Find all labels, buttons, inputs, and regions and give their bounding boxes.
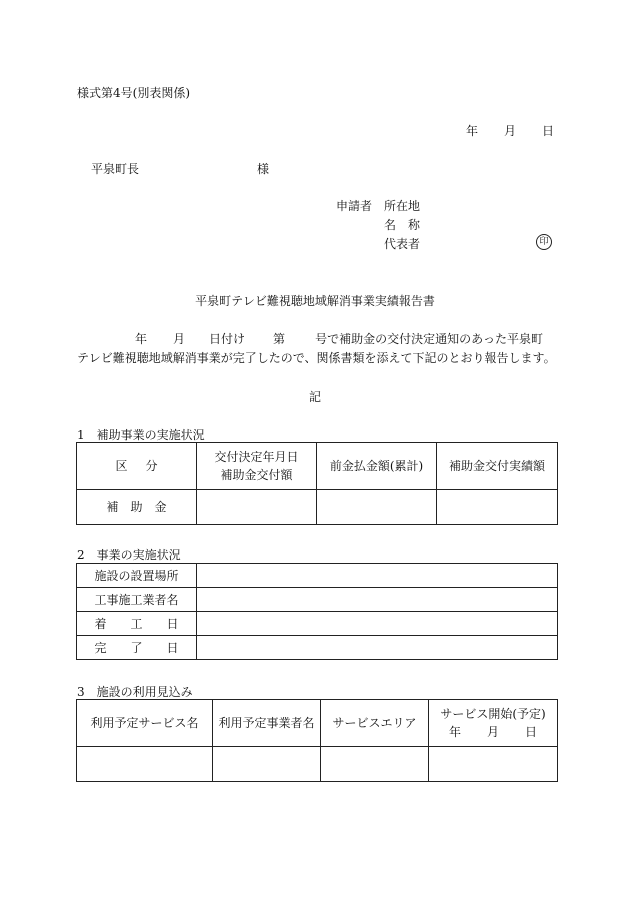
- applicant-name-label: [384, 216, 420, 233]
- date-year: 年: [466, 124, 479, 138]
- header-kubun: 区 分: [77, 443, 197, 490]
- row-label-subsidy: 補 助 金: [77, 490, 197, 525]
- form-number: 様式第4号(別表関係): [77, 86, 190, 100]
- section2-heading: 2 事業の実施状況: [77, 548, 181, 562]
- row-label-start-date: 着 工 日: [77, 612, 197, 636]
- body-line1-rest: 号で補助金の交付決定通知のあった平泉町: [315, 332, 543, 346]
- header-service-name: 利用予定サービス名: [77, 700, 213, 747]
- header-provider-name: 利用予定事業者名: [213, 700, 321, 747]
- applicant-address-label: 所在地: [384, 199, 421, 213]
- implementation-table: [76, 563, 558, 660]
- cell-actual-amount[interactable]: [437, 490, 558, 525]
- header-service-start-label: サービス開始(予定): [440, 707, 546, 721]
- body-line-2: テレビ難視聴地域解消事業が完了したので、関係書類を添えて下記のとおり報告します。: [77, 351, 556, 365]
- seal-mark: 印: [536, 234, 552, 250]
- ki-mark: 記: [309, 390, 322, 404]
- table-row: [77, 747, 558, 782]
- body-dai: 第: [273, 332, 286, 346]
- header-service-start: [429, 700, 558, 747]
- header-advance: 前金払金額(累計): [317, 443, 437, 490]
- header-decision-date: 交付決定年月日: [214, 450, 299, 464]
- date-month: 月: [504, 124, 517, 138]
- row-label-completion-date: 完 了 日: [77, 636, 197, 660]
- header-service-area: サービスエリア: [321, 700, 429, 747]
- table-header-row: [77, 443, 558, 490]
- cell-service-start[interactable]: [429, 747, 558, 782]
- date-day: 日: [542, 124, 555, 138]
- cell-provider-name[interactable]: [213, 747, 321, 782]
- body-date-suffix: 日付け: [209, 332, 246, 346]
- table-row: [77, 612, 558, 636]
- cell-contractor[interactable]: [197, 588, 558, 612]
- cell-decision-amount[interactable]: [197, 490, 317, 525]
- applicant-label: 申請者: [336, 199, 373, 213]
- header-decision: [197, 443, 317, 490]
- table-header-row: [77, 700, 558, 747]
- report-date: [466, 122, 554, 139]
- table-row: [77, 588, 558, 612]
- body-line-1: [77, 330, 543, 347]
- body-year: 年: [135, 332, 148, 346]
- header-service-start-date: 年 月 日: [448, 725, 538, 739]
- section3-heading: 3 施設の利用見込み: [77, 685, 193, 699]
- header-decision-amount: 補助金交付額: [220, 468, 293, 482]
- document-title: 平泉町テレビ難視聴地域解消事業実績報告書: [195, 294, 435, 308]
- section1-heading: 1 補助事業の実施状況: [77, 428, 205, 442]
- cell-service-name[interactable]: [77, 747, 213, 782]
- name-char-2: 称: [408, 218, 421, 232]
- table-row: [77, 636, 558, 660]
- row-label-contractor: 工事施工業者名: [77, 588, 197, 612]
- row-label-location: 施設の設置場所: [77, 564, 197, 588]
- body-month: 月: [173, 332, 186, 346]
- cell-advance-amount[interactable]: [317, 490, 437, 525]
- cell-service-area[interactable]: [321, 747, 429, 782]
- cell-location[interactable]: [197, 564, 558, 588]
- applicant-representative-label: 代表者: [384, 237, 421, 251]
- cell-start-date[interactable]: [197, 612, 558, 636]
- table-row: [77, 564, 558, 588]
- facility-usage-table: [76, 699, 558, 782]
- addressee-mayor: 平泉町長: [91, 162, 140, 176]
- addressee-sama: 様: [257, 162, 270, 176]
- name-char-1: 名: [384, 218, 397, 232]
- header-actual: 補助金交付実績額: [437, 443, 558, 490]
- table-row: [77, 490, 558, 525]
- cell-completion-date[interactable]: [197, 636, 558, 660]
- subsidy-status-table: [76, 442, 558, 525]
